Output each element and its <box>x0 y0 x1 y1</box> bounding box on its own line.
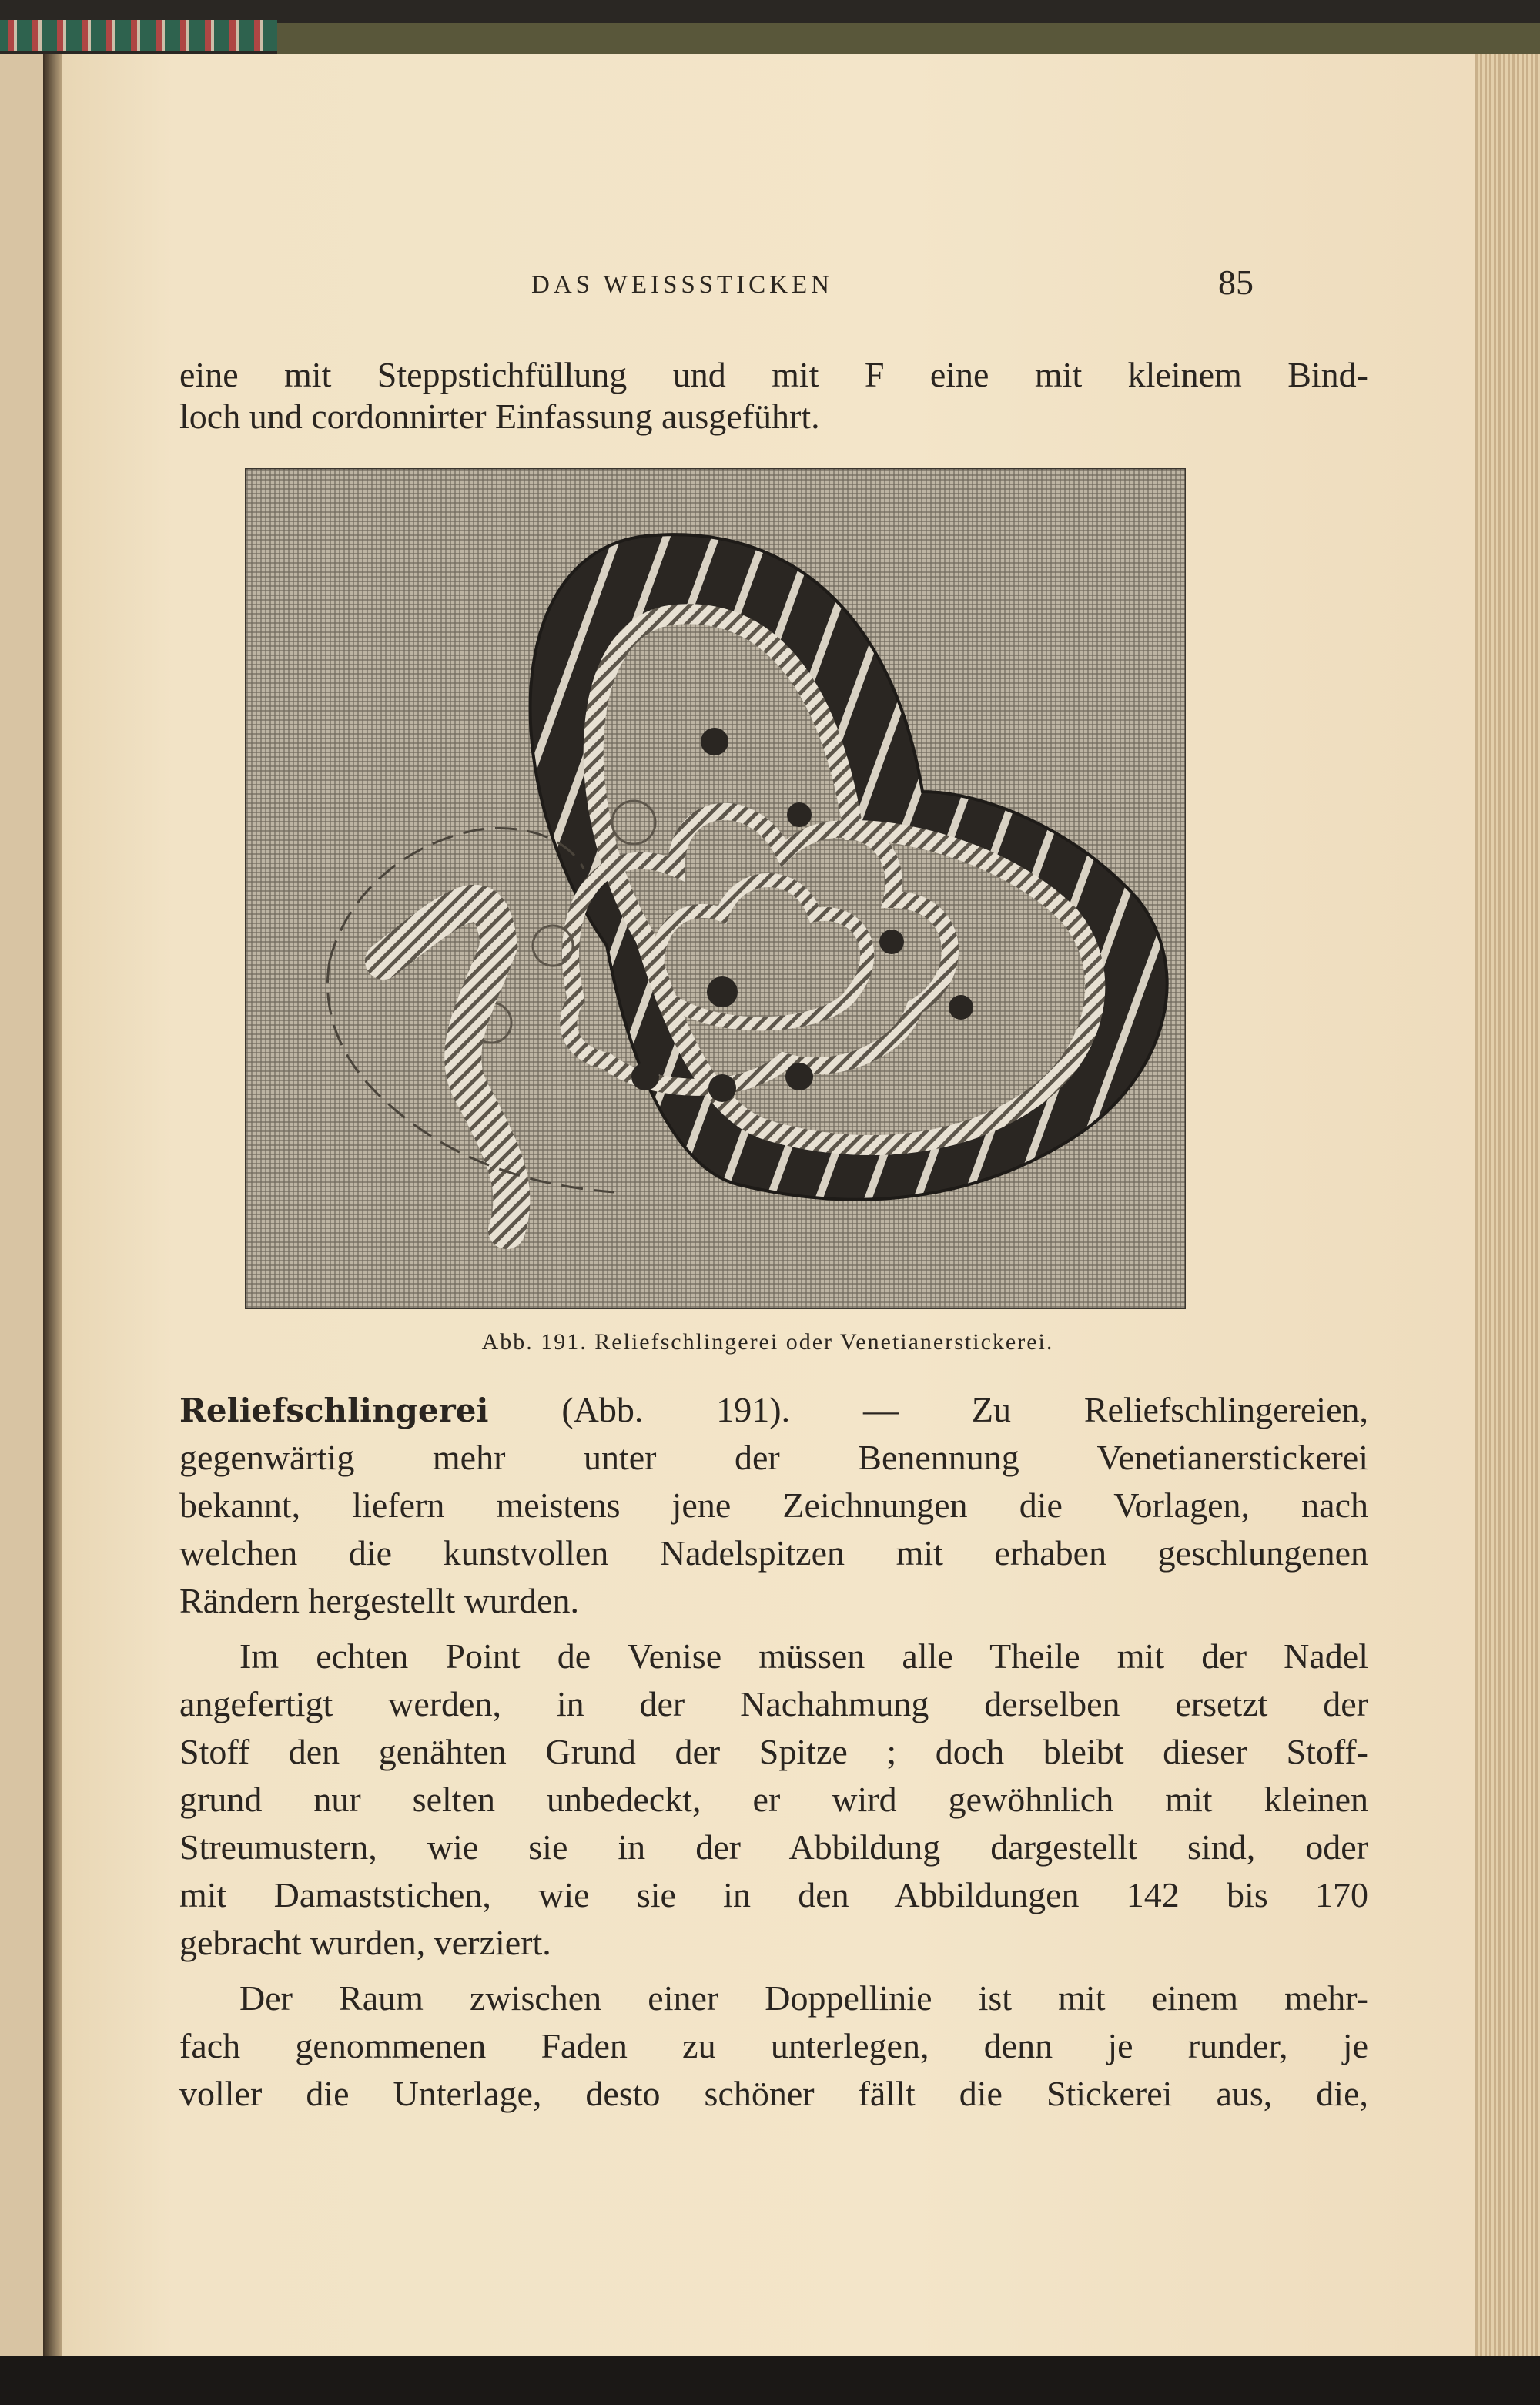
body-line: bekannt, liefern meistens jene Zeichnungen die Vorlagen, nach <box>179 1486 1368 1525</box>
body-line: welchen die kunstvollen Nadelspitzen mit erhaben geschlungenen <box>179 1533 1368 1573</box>
figure-caption: Abb. 191. Reliefschlingerei oder Venetianerstickerei. <box>481 1329 1054 1355</box>
body-line: voller die Unterlage, desto schöner fällt die Stickerei aus, die, <box>179 2074 1368 2113</box>
body-line: Streumustern, wie sie in der Abbildung dargestellt sind, oder <box>179 1827 1368 1867</box>
body-line-first <box>179 1386 1368 1435</box>
page-number: 85 <box>1218 263 1254 302</box>
body-line: eine mit Steppstichfüllung und mit F eine mit kleinem Bind- <box>179 355 1368 394</box>
book-cover-edge <box>277 23 1540 55</box>
body-line: Der Raum zwischen einer Doppellinie ist mit einem mehr- <box>239 1978 1368 2018</box>
body-line: fach genommenen Faden zu unterlegen, denn je runder, je <box>179 2026 1368 2065</box>
body-line: grund nur selten unbedeckt, er wird gewöhnlich mit kleinen <box>179 1780 1368 1819</box>
body-line: Rändern hergestellt wurden. <box>179 1581 580 1620</box>
body-line: gebracht wurden, verziert. <box>179 1923 551 1962</box>
body-line: angefertigt werden, in der Nachahmung derselben ersetzt der <box>179 1684 1368 1723</box>
scan-bottom-border <box>0 2356 1540 2405</box>
body-line: Stoff den genähten Grund der Spitze ; doch bleibt dieser Stoff- <box>179 1732 1368 1771</box>
body-line-rest: (Abb. 191). — Zu Reliefschlingereien, <box>488 1390 1368 1429</box>
running-head: DAS WEISSSTICKEN <box>531 271 834 299</box>
body-line: Im echten Point de Venise müssen alle Theile mit der Nadel <box>239 1636 1368 1676</box>
page-fore-edge <box>1475 54 1540 2356</box>
book-headband <box>0 20 277 51</box>
body-line: loch und cordonnirter Einfassung ausgeführt. <box>179 397 820 436</box>
embroidery-illustration <box>245 468 1186 1309</box>
body-line: mit Damaststichen, wie sie in den Abbildungen 142 bis 170 <box>179 1875 1368 1914</box>
run-in-heading: Reliefschlingerei <box>179 1392 489 1429</box>
body-line: gegenwärtig mehr unter der Benennung Venetianerstickerei <box>179 1438 1368 1477</box>
gutter-shadow <box>43 54 62 2356</box>
